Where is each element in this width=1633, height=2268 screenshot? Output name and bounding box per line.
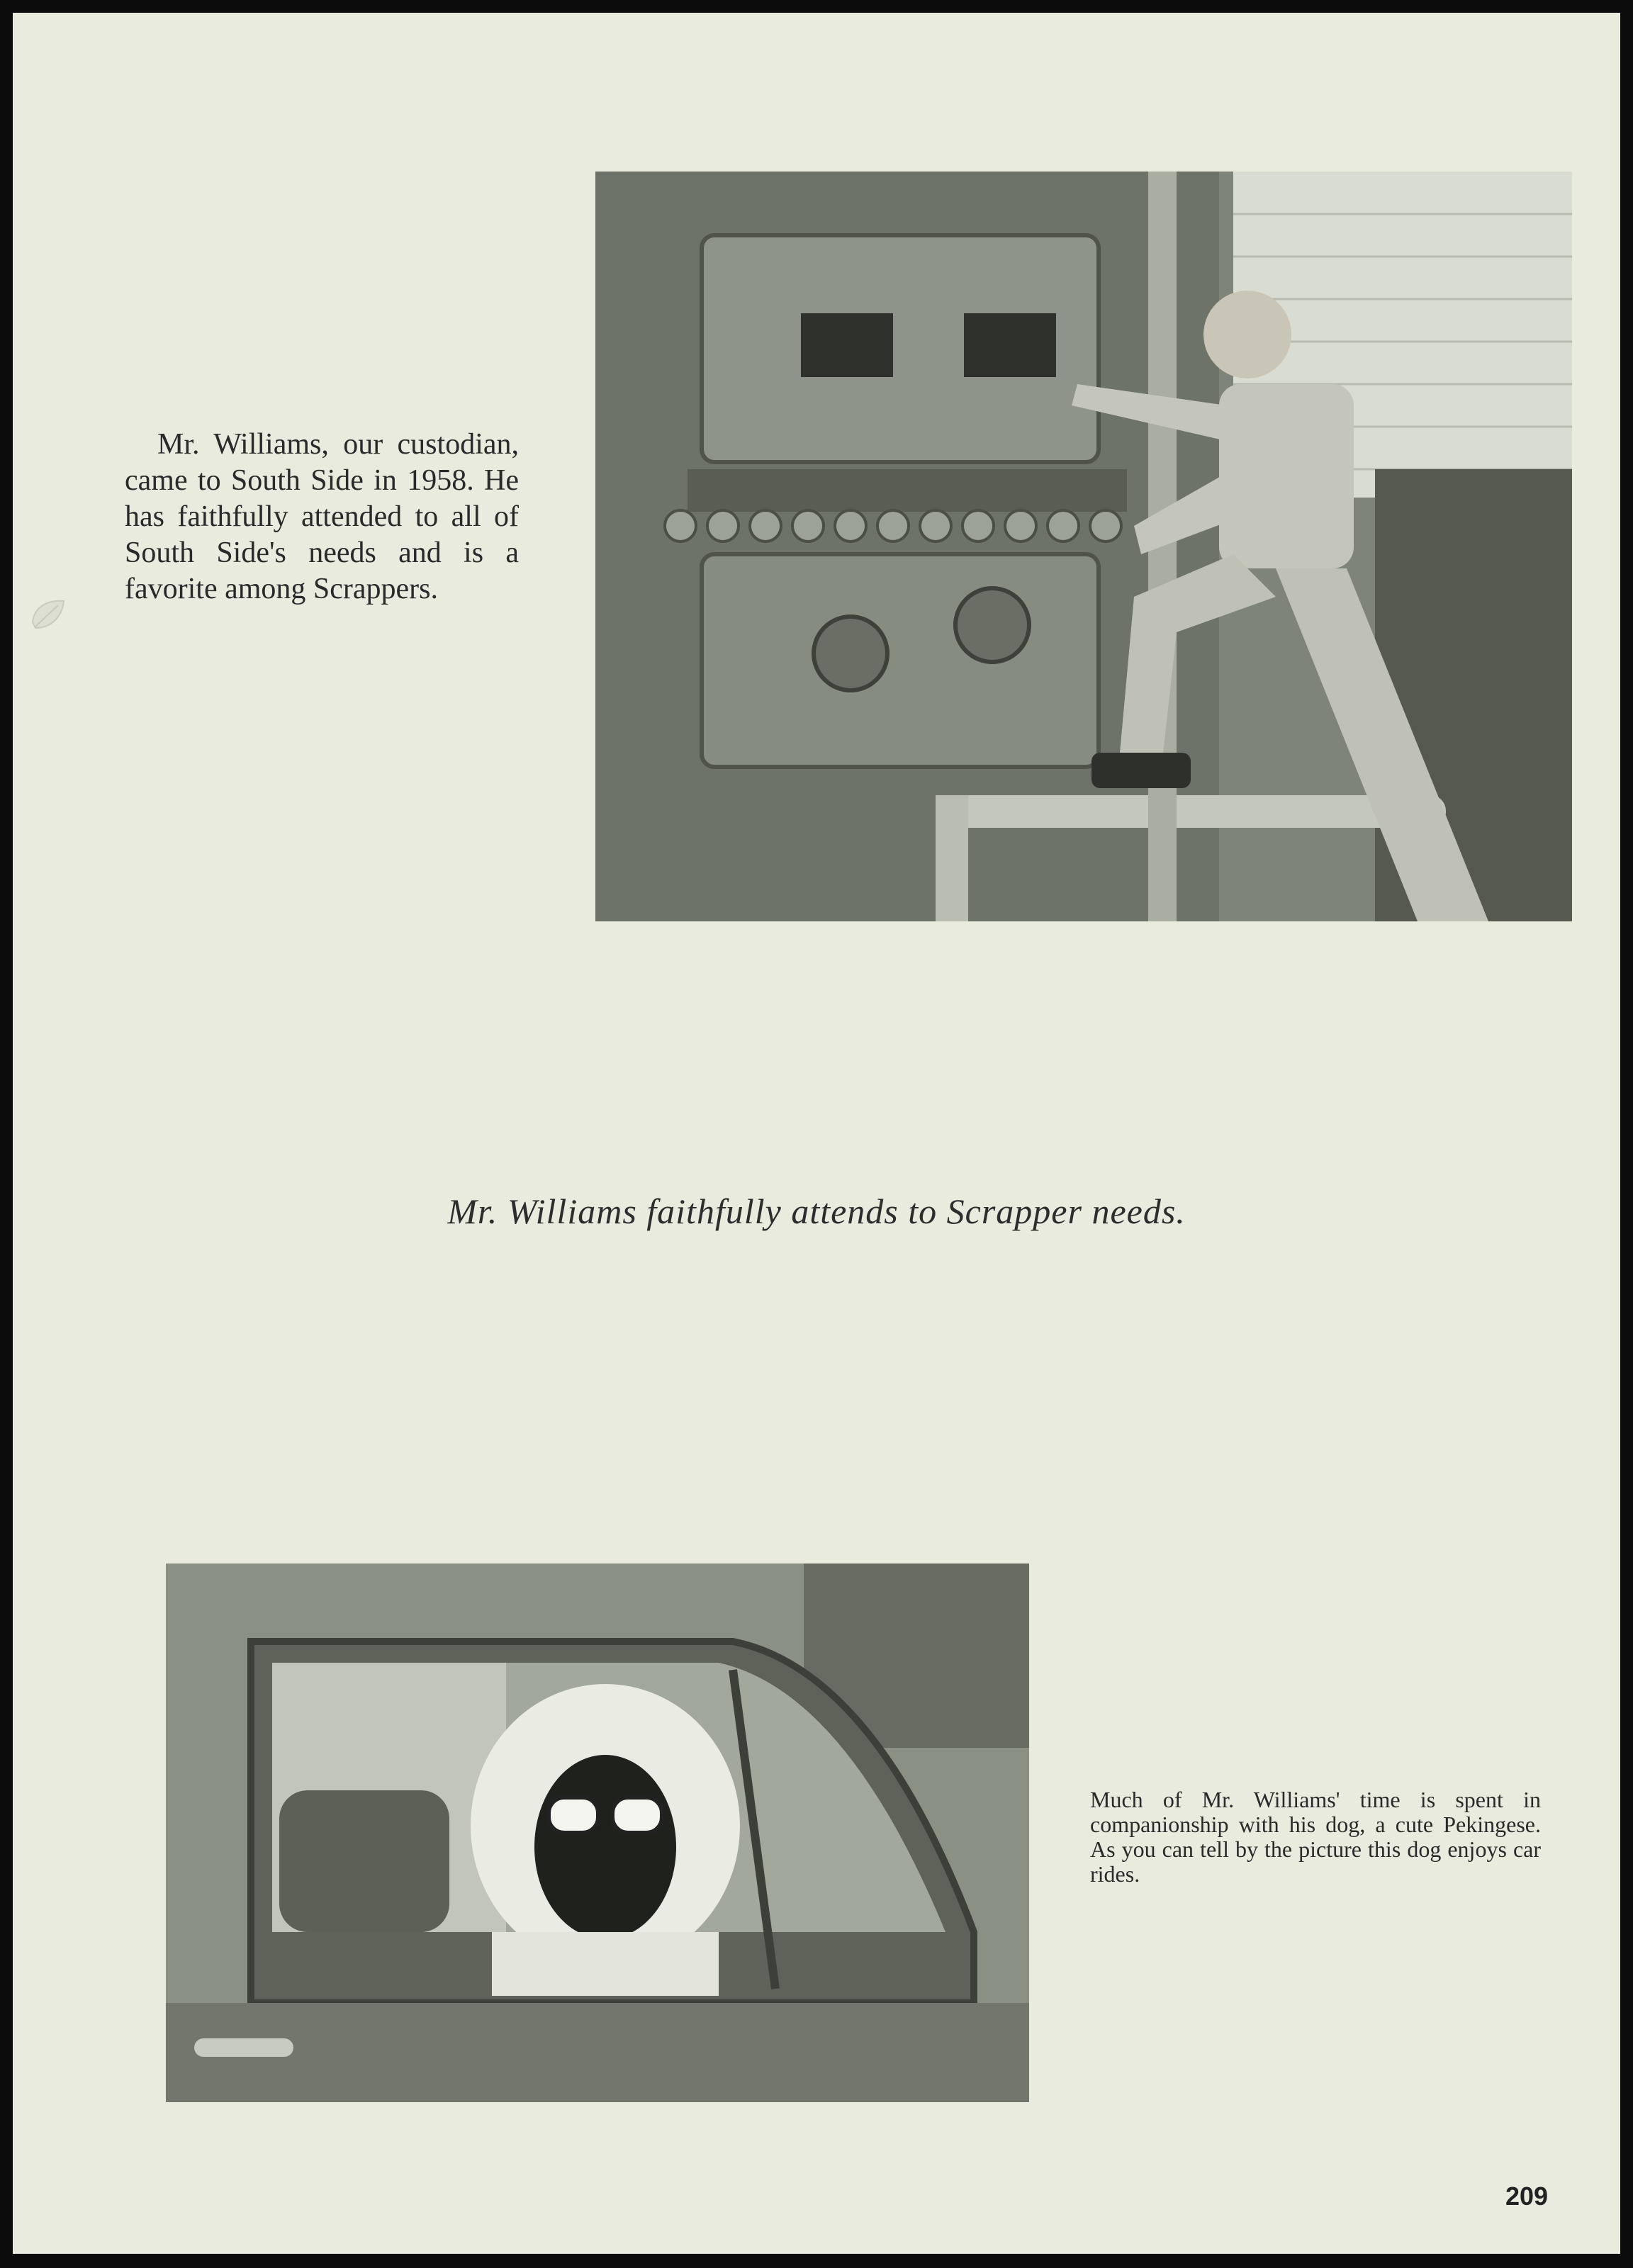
custodian-caption: Mr. Williams, our custodian, came to South Side in 1958. He has faithfully attended to all of South Side's needs and is a favorite among Scrappers. — [125, 428, 519, 605]
page-headline: Mr. Williams faithfully attends to Scrapper needs. — [447, 1191, 1186, 1231]
dog-in-car-photo — [166, 1564, 1029, 2102]
yearbook-page — [13, 13, 1620, 2254]
leaf-watermark-icon — [27, 594, 69, 636]
custodian-boiler-photo — [595, 172, 1572, 921]
page-number: 209 — [1505, 2182, 1549, 2211]
dog-caption: Much of Mr. Williams' time is spent in companionship with his dog, a cute Pekingese. As you can tell by the picture this dog enjoys car rides. — [1090, 1787, 1541, 1887]
